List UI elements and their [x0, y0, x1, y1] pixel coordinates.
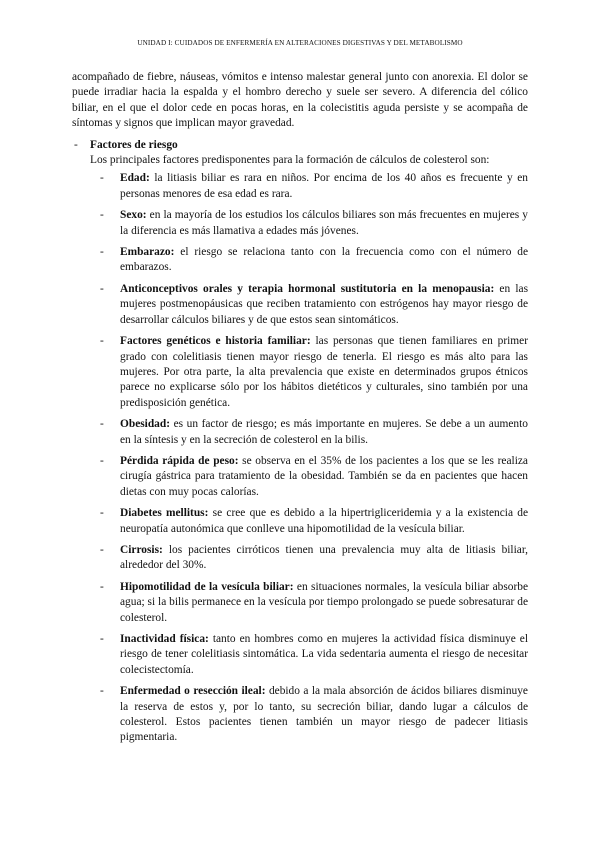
- factor-term: Obesidad:: [120, 418, 171, 431]
- factor-term: Diabetes mellitus:: [120, 507, 209, 520]
- factor-description: es un factor de riesgo; es más importante en mujeres. Se debe a un aumento en la síntesis y en la secreción de colesterol en la bilis.: [120, 418, 528, 446]
- list-item: [90, 454, 528, 500]
- factor-description: se cree que es debido a la hipertrigliceridemia y a la existencia de neuropatía autonómica que conlleve una hipomotilidad de la vesícula biliar.: [120, 507, 528, 535]
- list-bullet: -: [100, 282, 104, 295]
- factor-description: la litiasis biliar es rara en niños. Por encima de los 40 años es frecuente y en personas menores de esa edad es rara.: [120, 172, 528, 200]
- risk-factor-list: [90, 171, 528, 745]
- list-bullet: -: [100, 685, 104, 698]
- factor-term: Sexo:: [120, 209, 147, 222]
- factor-description: en situaciones normales, la vesícula biliar absorbe agua; si la bilis permanece en la vesícula por tiempo prolongado se puede sobresaturar de colesterol.: [120, 580, 528, 624]
- factor-term: Factores genéticos e historia familiar:: [120, 335, 311, 348]
- factor-description: en las mujeres postmenopáusicas que reciben tratamiento con estrógenos hay mayor riesgo de desarrollar cálculos biliares y de que estos sean sintomáticos.: [120, 282, 528, 326]
- list-item: [90, 245, 528, 276]
- section-bullet: -: [74, 138, 78, 151]
- factor-description: los pacientes cirróticos tienen una prevalencia muy alta de litiasis biliar, alrededor del 30%.: [120, 543, 528, 572]
- factor-description: tanto en hombres como en mujeres la actividad física disminuye el riesgo de tener colelitiasis sintomática. La vida sedentaria aumenta el riesgo de necesitar colecistectomía.: [120, 633, 528, 676]
- list-item: [90, 506, 528, 537]
- factor-term: Inactividad física:: [120, 633, 209, 645]
- factor-term: Pérdida rápida de peso:: [120, 454, 239, 467]
- factor-description: el riesgo se relaciona tanto con la frecuencia como con el número de embarazos.: [120, 246, 528, 274]
- list-bullet: -: [100, 633, 104, 645]
- running-header: UNIDAD I: CUIDADOS DE ENFERMERÍA EN ALTERACIONES DIGESTIVAS Y DEL METABOLISMO: [137, 39, 463, 47]
- risk-factors-section: [72, 138, 528, 746]
- factor-description: debido a la mala absorción de ácidos biliares disminuye la reserva de estos y, por lo tanto, su secreción biliar, dando lugar a cálculos de colesterol. Estos pacientes tienen también un mayor riesgo de padecer litiasis pigmentaria.: [120, 685, 528, 744]
- list-item: [90, 282, 528, 328]
- list-item: [90, 684, 528, 746]
- factor-term: Anticonceptivos orales y terapia hormonal sustitutoria en la menopausia:: [120, 282, 495, 295]
- list-bullet: -: [100, 418, 104, 431]
- list-bullet: -: [100, 246, 104, 259]
- list-bullet: -: [100, 335, 104, 348]
- list-bullet: -: [100, 454, 104, 467]
- factor-term: Edad:: [120, 172, 150, 185]
- section-intro-text: Los principales factores predisponentes para la formación de cálculos de colesterol son:: [90, 154, 490, 167]
- list-item: [90, 208, 528, 239]
- factor-description: las personas que tienen familiares en primer grado con colelitiasis tienen mayor riesgo de tenerla. El riesgo es más alto para las mujeres. Por otra parte, la alta prevalencia que existe en determinados grupos étnicos parece no explicarse sólo por los hábitos dietéticos y culturales, sino también por una predisposición genética.: [120, 335, 528, 409]
- list-item: [90, 632, 528, 678]
- list-bullet: -: [100, 172, 104, 185]
- list-item: [90, 580, 528, 626]
- factor-term: Cirrosis:: [120, 543, 163, 556]
- list-item: [90, 334, 528, 411]
- list-bullet: -: [100, 209, 104, 222]
- factor-term: Hipomotilidad de la vesícula biliar:: [120, 580, 294, 593]
- intro-paragraph: acompañado de fiebre, náuseas, vómitos e intenso malestar general junto con anorexia. El dolor se puede irradiar hacia la espalda y el hombro derecho y suele ser severo. A diferencia del cólico biliar, en el que el dolor cede en pocas horas, en la colecistitis aguda persiste y se acompaña de síntomas y signos que implican mayor gravedad.: [72, 71, 528, 130]
- factor-term: Embarazo:: [120, 246, 175, 259]
- list-item: [90, 171, 528, 202]
- section-heading: Factores de riesgo: [90, 138, 178, 151]
- factor-term: Enfermedad o resección ileal:: [120, 685, 266, 698]
- list-bullet: -: [100, 507, 104, 520]
- list-item: [90, 417, 528, 448]
- list-bullet: -: [100, 580, 104, 593]
- list-bullet: -: [100, 543, 104, 556]
- list-item: [90, 543, 528, 574]
- factor-description: se observa en el 35% de los pacientes a los que se les realiza cirugía gástrica para tratamiento de la obesidad. También se da en pacientes que hacen dietas con muy pocas calorías.: [120, 454, 528, 498]
- factor-description: en la mayoría de los estudios los cálculos biliares son más frecuentes en mujeres y la diferencia es más llamativa a edades más jóvenes.: [120, 209, 528, 237]
